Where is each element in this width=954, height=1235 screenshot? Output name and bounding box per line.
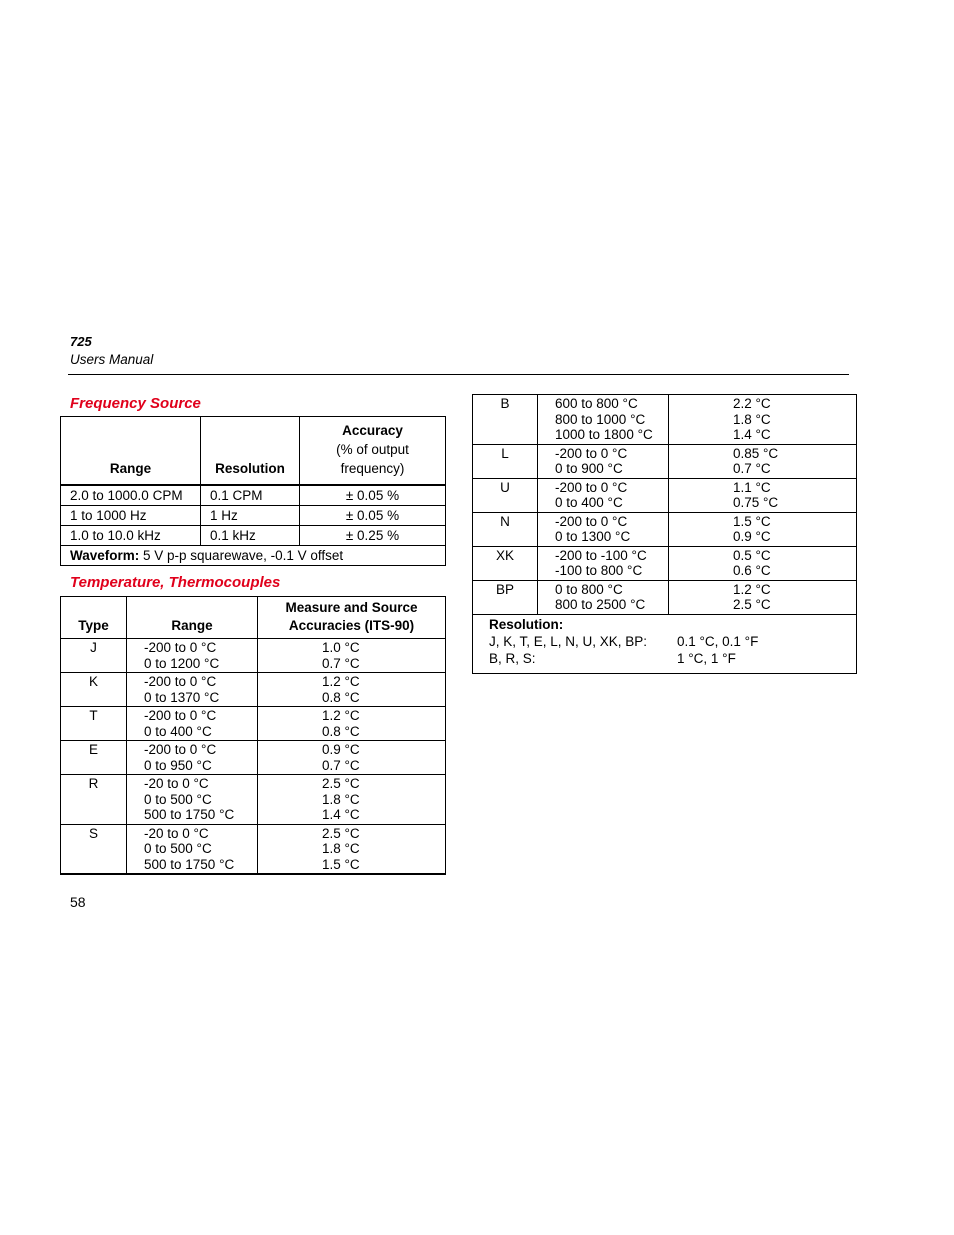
table-row [61,707,446,741]
range-value: 0 to 500 °C [144,841,212,856]
accuracy-value: 0.7 °C [322,757,360,773]
range-value: -20 to 0 °C [144,776,209,791]
accuracy-value: 0.5 °C [733,547,771,563]
range-cell [127,673,258,707]
accuracy-value: 1.8 °C [733,411,771,427]
accuracy-value: 1.2 °C [322,708,360,723]
range-value: -200 to 0 °C [555,445,628,461]
range-value: 0 to 500 °C [144,791,212,807]
accuracy-cell [258,824,446,874]
resolution-line [473,650,856,667]
accuracy-value: 0.6 °C [733,563,771,578]
accuracy-value: 1.8 °C [322,791,360,807]
range-cell: 1 to 1000 Hz [61,505,201,525]
range-value: -200 to -100 °C [555,547,647,563]
resolution-cell [473,614,857,673]
accuracies-header-line2: Accuracies (ITS-90) [288,618,415,633]
accuracy-value: 1.0 °C [322,640,360,655]
table-row [61,639,446,673]
accuracy-cell [669,395,857,445]
range-value: 800 to 1000 °C [555,411,646,427]
waveform-value: 5 V p-p squarewave, -0.1 V offset [139,547,344,563]
accuracy-cell [258,741,446,775]
thermocouple-right-body [473,395,857,615]
frequency-source-title: Frequency Source [70,395,201,412]
column-header-range: Range [127,597,258,639]
resolution-line [473,633,856,650]
resolution-cell: 0.1 CPM [201,485,300,506]
type-cell: U [473,478,538,512]
accuracy-value: 1.4 °C [322,807,360,822]
range-value: 0 to 1370 °C [144,689,220,705]
range-value: 0 to 400 °C [144,723,212,739]
accuracy-value: 0.85 °C [733,445,779,461]
range-value: -200 to 0 °C [555,513,628,529]
accuracy-value: 1.2 °C [322,674,360,689]
resolution-value: 1 °C, 1 °F [677,650,736,666]
resolution-cell: 1 Hz [201,505,300,525]
accuracy-cell: ± 0.05 % [300,505,446,525]
column-header-resolution: Resolution [201,417,300,485]
range-value: 500 to 1750 °C [144,807,235,822]
accuracy-value: 1.2 °C [733,581,771,597]
type-cell: S [61,824,127,874]
accuracy-value: 1.1 °C [733,479,771,495]
resolution-value: 0.1 °C, 0.1 °F [677,633,759,649]
accuracy-cell [669,444,857,478]
accuracy-value: 2.5 °C [733,597,771,612]
table-row [473,478,857,512]
thermocouples-title: Temperature, Thermocouples [70,574,281,591]
accuracy-value: 1.8 °C [322,841,360,856]
accuracy-unit-line1: (% of output [336,441,409,457]
range-value: 800 to 2500 °C [555,597,646,612]
range-value: -200 to 0 °C [144,742,217,757]
accuracy-value: 0.9 °C [322,742,360,757]
accuracy-value: 1.5 °C [322,856,360,872]
range-cell [127,775,258,825]
accuracy-cell [669,512,857,546]
accuracy-value: 0.8 °C [322,723,360,739]
range-cell [538,580,669,614]
range-cell [538,546,669,580]
range-value: 0 to 900 °C [555,461,623,476]
waveform-label: Waveform: [70,547,140,563]
range-value: 0 to 950 °C [144,757,212,773]
thermocouple-table-left [60,596,446,875]
type-cell: N [473,512,538,546]
accuracy-value: 1.4 °C [733,427,771,442]
column-header-accuracies [258,597,446,639]
type-cell: K [61,673,127,707]
accuracies-header-line1: Measure and Source [285,600,418,615]
range-cell [127,639,258,673]
range-value: -200 to 0 °C [555,479,628,495]
table-row [473,546,857,580]
range-value: 0 to 400 °C [555,495,623,510]
type-cell: J [61,639,127,673]
accuracy-value: 0.75 °C [733,495,779,510]
type-cell: XK [473,546,538,580]
accuracy-cell [669,478,857,512]
range-value: 500 to 1750 °C [144,856,235,872]
range-cell [538,444,669,478]
range-cell [538,395,669,445]
accuracy-value: 2.5 °C [322,825,360,841]
range-cell: 1.0 to 10.0 kHz [61,525,201,545]
table-row [61,824,446,874]
column-header-accuracy [300,417,446,485]
accuracy-unit-line2: frequency) [340,460,405,476]
accuracy-cell: ± 0.05 % [300,485,446,506]
range-value: -200 to 0 °C [144,708,217,723]
range-value: -100 to 800 °C [555,563,643,578]
accuracy-value: 0.9 °C [733,529,771,544]
accuracy-cell [669,546,857,580]
header-divider [68,374,849,375]
resolution-types-label: J, K, T, E, L, N, U, XK, BP: [489,633,648,649]
range-value: -200 to 0 °C [144,640,217,655]
range-cell: 2.0 to 1000.0 CPM [61,485,201,506]
type-cell: L [473,444,538,478]
type-cell: T [61,707,127,741]
table-row [61,673,446,707]
manual-model-number: 725 [70,334,92,349]
type-cell: B [473,395,538,445]
page-number: 58 [70,894,86,910]
table-row [61,775,446,825]
accuracy-value: 0.7 °C [733,461,771,476]
accuracy-cell [258,707,446,741]
accuracy-value: 2.5 °C [322,776,360,791]
range-cell [538,512,669,546]
waveform-cell [61,545,446,565]
manual-subtitle: Users Manual [70,352,154,367]
table-row [473,444,857,478]
table-row [473,512,857,546]
resolution-row [473,614,857,673]
type-cell: BP [473,580,538,614]
type-cell: R [61,775,127,825]
range-cell [127,707,258,741]
accuracy-cell [258,775,446,825]
range-value: -200 to 0 °C [144,674,217,689]
accuracy-label: Accuracy [342,422,403,438]
accuracy-cell [258,639,446,673]
waveform-row [61,545,446,565]
column-header-type: Type [61,597,127,639]
column-header-range: Range [61,417,201,485]
accuracy-cell [258,673,446,707]
accuracy-cell [669,580,857,614]
thermocouple-left-body [61,639,446,875]
range-cell [127,741,258,775]
table-row [473,395,857,445]
accuracy-value: 0.8 °C [322,689,360,705]
resolution-title: Resolution: [489,616,564,632]
table-row [61,505,446,525]
range-value: 0 to 1200 °C [144,655,220,671]
resolution-cell: 0.1 kHz [201,525,300,545]
range-cell [538,478,669,512]
table-row [61,485,446,506]
range-value: 0 to 800 °C [555,581,623,597]
range-value: 600 to 800 °C [555,396,638,411]
accuracy-value: 2.2 °C [733,396,771,411]
range-value: 0 to 1300 °C [555,529,631,544]
table-row [473,580,857,614]
accuracy-cell: ± 0.25 % [300,525,446,545]
range-cell [127,824,258,874]
thermocouple-table-right [472,394,857,674]
type-cell: E [61,741,127,775]
table-row [61,525,446,545]
accuracy-value: 0.7 °C [322,655,360,671]
accuracy-value: 1.5 °C [733,513,771,529]
table-row [61,741,446,775]
range-value: 1000 to 1800 °C [555,427,653,442]
resolution-types-label: B, R, S: [489,650,536,666]
range-value: -20 to 0 °C [144,825,209,841]
frequency-source-table [60,416,446,566]
